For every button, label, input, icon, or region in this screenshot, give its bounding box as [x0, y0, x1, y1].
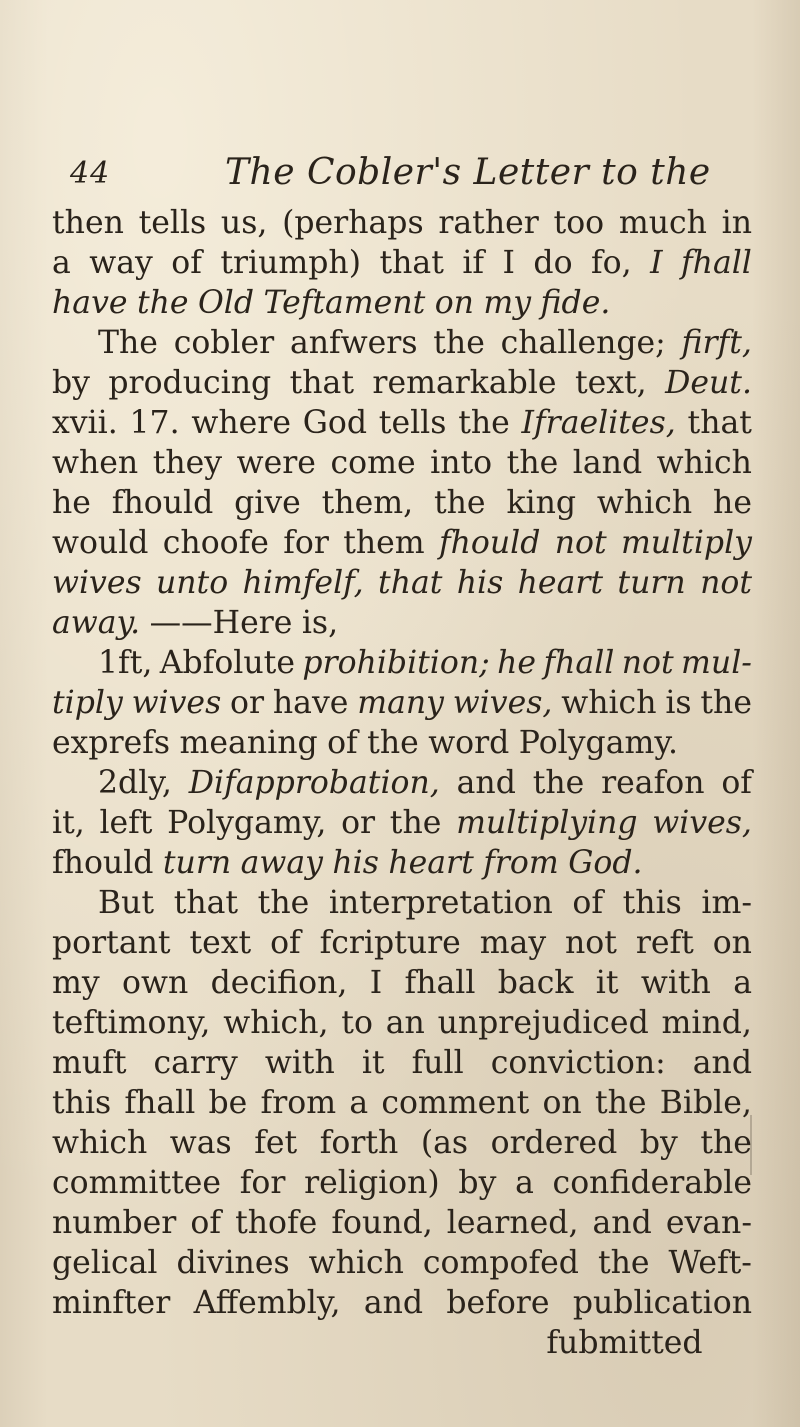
word: mul-	[681, 645, 752, 681]
text-line	[52, 963, 752, 1003]
word: tells	[378, 405, 447, 441]
margin-mark	[750, 1115, 752, 1175]
text-line	[52, 763, 752, 803]
word: of	[270, 925, 301, 961]
word: them	[343, 525, 425, 561]
word: heart	[517, 565, 604, 601]
running-title: The Cobler's Letter to the	[225, 152, 711, 193]
word: it	[595, 965, 619, 1001]
text-line	[52, 643, 752, 683]
word: exprefs	[52, 725, 171, 761]
word: fcripture	[319, 925, 461, 961]
word: confiderable	[552, 1165, 752, 1201]
text-line	[52, 563, 752, 603]
word: the	[433, 485, 486, 521]
word: ——Here	[149, 605, 293, 641]
word: committee	[52, 1165, 222, 1201]
word: us,	[220, 205, 268, 241]
word: by	[639, 1125, 678, 1161]
word: before	[446, 1285, 550, 1321]
word: much	[618, 205, 707, 241]
word: not	[565, 925, 617, 961]
text-line	[52, 1283, 752, 1323]
word: I	[502, 245, 515, 281]
word: reafon	[601, 765, 705, 801]
word: fubmitted	[546, 1325, 703, 1361]
word: was	[169, 1125, 232, 1161]
word: the	[532, 765, 585, 801]
word: and	[363, 1285, 424, 1321]
word: fhould	[52, 845, 154, 881]
word: interpretation	[328, 885, 553, 921]
word: xvii.	[52, 405, 118, 441]
word: a	[349, 1085, 369, 1121]
text-line	[52, 1163, 752, 1203]
word: Ifraelites,	[521, 405, 676, 441]
word: meaning	[179, 725, 318, 761]
word: which	[656, 445, 752, 481]
word: full	[411, 1045, 464, 1081]
word: this	[622, 885, 682, 921]
word: then	[52, 205, 124, 241]
text-line	[52, 1243, 752, 1283]
text-line	[52, 1043, 752, 1083]
word: 1ft,	[98, 645, 153, 681]
word: were	[236, 445, 316, 481]
text-line	[52, 363, 752, 403]
word: from	[260, 1085, 337, 1121]
word: (perhaps	[282, 205, 424, 241]
word: in	[721, 205, 752, 241]
word: text	[189, 925, 252, 961]
word: if	[462, 245, 485, 281]
word: compofed	[422, 1245, 579, 1281]
word: which,	[223, 1005, 329, 1041]
word: the	[506, 445, 559, 481]
word: fhould	[111, 485, 214, 521]
word: too	[553, 205, 605, 241]
text-line	[52, 1083, 752, 1123]
text-line	[52, 603, 752, 643]
word: word	[428, 725, 510, 761]
word: is	[665, 685, 692, 721]
word: land	[572, 445, 643, 481]
word: he	[52, 485, 91, 521]
word: he	[713, 485, 752, 521]
word: them,	[321, 485, 414, 521]
word: they	[152, 445, 223, 481]
word: of	[190, 1205, 221, 1241]
word: learned,	[446, 1205, 579, 1241]
word: an	[385, 1005, 425, 1041]
word: turn	[617, 565, 686, 601]
word: back	[497, 965, 574, 1001]
word: the	[367, 725, 419, 761]
word: or	[341, 805, 376, 841]
word: that	[379, 245, 444, 281]
word: prohibition;	[302, 645, 490, 681]
word: by	[52, 365, 90, 401]
word: wives,	[452, 685, 553, 721]
word: heart	[388, 845, 474, 881]
word: not	[621, 645, 674, 681]
word: and	[456, 765, 516, 801]
word: multiplying	[456, 805, 638, 841]
word: where	[191, 405, 291, 441]
word: fide.	[540, 285, 611, 321]
word: 2dly,	[98, 765, 172, 801]
word: religion)	[304, 1165, 440, 1201]
word: that	[289, 365, 354, 401]
word: that	[687, 405, 752, 441]
word: Polygamy.	[518, 725, 678, 761]
word: that	[173, 885, 239, 921]
word: way	[89, 245, 153, 281]
word: give	[234, 485, 301, 521]
word: Weft-	[668, 1245, 752, 1281]
word: to	[341, 1005, 373, 1041]
word: minfter	[52, 1285, 171, 1321]
text-line	[52, 203, 752, 243]
word: come	[330, 445, 416, 481]
word: Bible,	[659, 1085, 752, 1121]
word: Abfolute	[159, 645, 295, 681]
word: which	[561, 685, 657, 721]
word: divines	[176, 1245, 290, 1281]
word: I	[650, 245, 663, 281]
word: Affembly,	[193, 1285, 341, 1321]
word: Deut.	[665, 365, 752, 401]
word: number	[52, 1205, 177, 1241]
word: decifion,	[210, 965, 348, 1001]
word: challenge;	[500, 325, 666, 361]
word: publication	[572, 1285, 752, 1321]
word: own	[122, 965, 189, 1001]
word: this	[52, 1085, 112, 1121]
word: carry	[153, 1045, 238, 1081]
word: choofe	[162, 525, 269, 561]
word: away.	[52, 605, 141, 641]
word: the	[433, 325, 485, 361]
word: fhall	[543, 645, 615, 681]
word: a	[52, 245, 71, 281]
word: the	[700, 1125, 752, 1161]
word: a	[515, 1165, 534, 1201]
word: for	[239, 1165, 286, 1201]
word: the	[389, 805, 442, 841]
word: turn	[162, 845, 232, 881]
word: tells	[138, 205, 207, 241]
word: unto	[155, 565, 229, 601]
word: his	[332, 845, 379, 881]
word: his	[456, 565, 504, 601]
word: with	[264, 1045, 335, 1081]
word: for	[283, 525, 329, 561]
word: fo,	[591, 245, 632, 281]
word: thofe	[235, 1205, 318, 1241]
text-line	[52, 243, 752, 283]
word: of	[327, 725, 358, 761]
word: it	[361, 1045, 385, 1081]
word: and	[692, 1045, 752, 1081]
word: which	[596, 485, 693, 521]
word: he	[497, 645, 537, 681]
word: which	[52, 1125, 148, 1161]
text-line	[52, 523, 752, 563]
word: the	[136, 285, 189, 321]
word: fhall	[124, 1085, 196, 1121]
word: not	[554, 525, 607, 561]
word: of	[572, 885, 604, 921]
word: fhould	[438, 525, 541, 561]
word: may	[479, 925, 547, 961]
word: from	[483, 845, 559, 881]
text-line	[52, 443, 752, 483]
word: multiply	[620, 525, 752, 561]
word: tiply	[52, 685, 123, 721]
text-line	[52, 283, 752, 323]
word: God.	[568, 845, 643, 881]
word: comment	[381, 1085, 530, 1121]
word: teftimony,	[52, 1005, 211, 1041]
word: wives	[131, 685, 222, 721]
word: I	[369, 965, 383, 1001]
word: away	[240, 845, 323, 881]
word: portant	[52, 925, 171, 961]
word: fhall	[404, 965, 476, 1001]
word: with	[640, 965, 711, 1001]
word: into	[430, 445, 493, 481]
word: cobler	[173, 325, 275, 361]
word: it,	[52, 805, 85, 841]
word: fhall	[681, 245, 752, 281]
word: ordered	[490, 1125, 618, 1161]
word: would	[52, 525, 149, 561]
word: my	[52, 965, 100, 1001]
running-head	[60, 148, 760, 198]
word: many	[357, 685, 444, 721]
word: triumph)	[220, 245, 362, 281]
word: remarkable	[372, 365, 557, 401]
word: found,	[331, 1205, 433, 1241]
word: of	[721, 765, 752, 801]
word: and	[592, 1205, 652, 1241]
word: the	[594, 1085, 647, 1121]
word: or	[230, 685, 265, 721]
word: wives	[52, 565, 142, 601]
word: left	[99, 805, 153, 841]
page-number: 44	[70, 156, 111, 191]
word: a	[733, 965, 752, 1001]
word: rather	[438, 205, 539, 241]
word: himfelf,	[242, 565, 364, 601]
body-text	[52, 203, 752, 1363]
word: by	[458, 1165, 497, 1201]
word: the	[257, 885, 310, 921]
word: of	[171, 245, 202, 281]
text-line	[52, 883, 752, 923]
word: Difapprobation,	[188, 765, 440, 801]
text-line	[52, 483, 752, 523]
word: not	[700, 565, 752, 601]
text-line	[52, 803, 752, 843]
word: when	[52, 445, 139, 481]
word: fet	[254, 1125, 298, 1161]
text-line	[52, 323, 752, 363]
word: have	[52, 285, 128, 321]
word: Teftament	[263, 285, 426, 321]
word: on	[712, 925, 752, 961]
word: conviction:	[490, 1045, 666, 1081]
word: the	[700, 685, 752, 721]
word: Polygamy,	[167, 805, 327, 841]
word: on	[434, 285, 474, 321]
text-line	[52, 843, 752, 883]
word: the	[458, 405, 510, 441]
word: mind,	[661, 1005, 752, 1041]
text-line	[52, 1123, 752, 1163]
word: anfwers	[289, 325, 418, 361]
word: 17.	[129, 405, 180, 441]
word: text,	[574, 365, 647, 401]
word: do	[533, 245, 573, 281]
word: the	[597, 1245, 650, 1281]
word: unprejudiced	[437, 1005, 649, 1041]
word: im-	[701, 885, 752, 921]
text-line	[52, 1203, 752, 1243]
word: which	[308, 1245, 404, 1281]
text-line	[52, 1003, 752, 1043]
word: be	[208, 1085, 248, 1121]
text-line	[52, 1323, 752, 1363]
word: reft	[635, 925, 694, 961]
word: wives,	[652, 805, 752, 841]
word: evan-	[665, 1205, 752, 1241]
word: God	[302, 405, 368, 441]
text-line	[52, 723, 752, 763]
word: Old	[197, 285, 255, 321]
word: king	[506, 485, 577, 521]
word: muft	[52, 1045, 127, 1081]
word: firft,	[681, 325, 752, 361]
word: my	[483, 285, 532, 321]
word: The	[98, 325, 158, 361]
word: on	[542, 1085, 582, 1121]
text-line	[52, 923, 752, 963]
word: is,	[301, 605, 339, 641]
word: have	[272, 685, 349, 721]
text-line	[52, 403, 752, 443]
word: gelical	[52, 1245, 158, 1281]
word: that	[378, 565, 443, 601]
word: (as	[420, 1125, 469, 1161]
word: But	[98, 885, 155, 921]
text-line	[52, 683, 752, 723]
word: producing	[108, 365, 272, 401]
word: forth	[319, 1125, 399, 1161]
